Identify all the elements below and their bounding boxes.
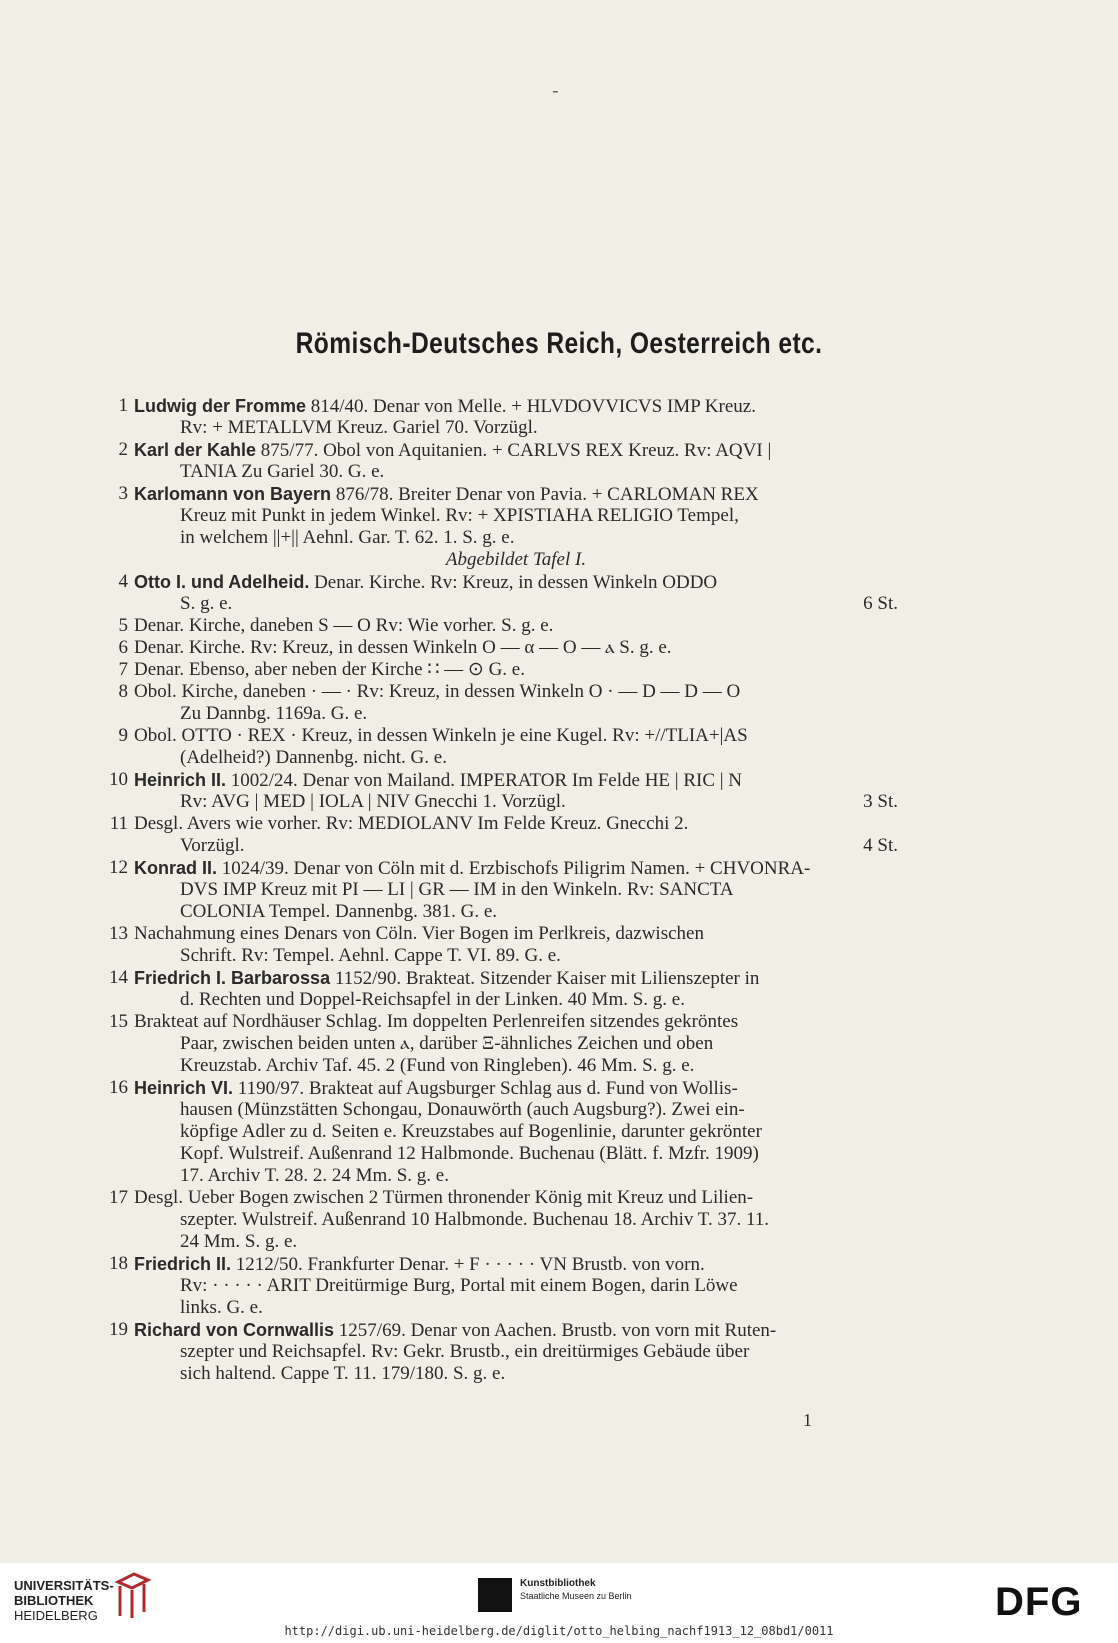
entry-text: Vorzügl. — [180, 835, 245, 856]
entry-text: TANIA Zu Gariel 30. G. e. — [180, 461, 385, 482]
entry-number: 6 — [118, 637, 128, 658]
entry-line — [134, 879, 898, 901]
ruler-name: Heinrich VI. — [134, 1078, 234, 1098]
entry-line — [134, 461, 898, 483]
entry-line — [134, 835, 898, 857]
entry-line — [134, 1297, 898, 1319]
piece-count: 4 St. — [863, 835, 898, 856]
entry-text: Denar. Ebenso, aber neben der Kirche ∷ — ⊙ G. e. — [134, 659, 525, 680]
entry-text: 17. Archiv T. 28. 2. 24 Mm. S. g. e. — [180, 1165, 449, 1186]
entry-body — [134, 923, 898, 967]
ruler-name: Heinrich II. — [134, 770, 227, 790]
ub-line-3: HEIDELBERG — [14, 1608, 98, 1623]
entry-number: 14 — [109, 967, 128, 988]
entry-number: 13 — [109, 923, 128, 944]
entry-line — [134, 593, 898, 615]
entry-text: köpfige Adler zu d. Seiten e. Kreuzstabes auf Bogenlinie, darunter gekrönter — [180, 1121, 762, 1142]
entry-text: in welchem ||+|| Aehnl. Gar. T. 62. 1. S. g. e. — [180, 527, 515, 548]
entry-text: Desgl. Ueber Bogen zwischen 2 Türmen thronender König mit Kreuz und Lilien- — [134, 1187, 754, 1208]
entry-text: Denar. Kirche, daneben S — O Rv: Wie vorher. S. g. e. — [134, 615, 554, 636]
entry-line — [134, 901, 898, 923]
entry-line — [134, 923, 898, 945]
entry-body — [134, 637, 898, 659]
ruler-name: Karl der Kahle — [134, 440, 257, 460]
entry-line — [134, 1077, 898, 1099]
entry-line — [134, 813, 898, 835]
page-title: Römisch-Deutsches Reich, Oesterreich etc. — [295, 327, 823, 360]
entry-line — [134, 439, 898, 461]
entry-line — [134, 703, 898, 725]
entry-body — [134, 1319, 898, 1385]
entry-text: DVS IMP Kreuz mit PI — LI | GR — IM in den Winkeln. Rv: SANCTA — [180, 879, 734, 900]
ruler-name: Konrad II. — [134, 858, 218, 878]
entry-number: 3 — [118, 483, 128, 504]
entry-line — [134, 1209, 898, 1231]
entry-line — [134, 857, 898, 879]
catalog-entry — [98, 395, 898, 439]
entry-line — [134, 1187, 898, 1209]
entry-line — [134, 1253, 898, 1275]
entry-line — [134, 1319, 898, 1341]
catalog-entry — [98, 1319, 898, 1385]
entry-line — [134, 747, 898, 769]
entry-text: szepter. Wulstreif. Außenrand 10 Halbmonde. Buchenau 18. Archiv T. 37. 11. — [180, 1209, 769, 1230]
catalog-entry — [98, 439, 898, 483]
entry-text: Rv: AVG | MED | IOLA | NIV Gnecchi 1. Vorzügl. — [180, 791, 566, 812]
ruler-name: Otto I. und Adelheid. — [134, 572, 310, 592]
entry-text: Obol. OTTO · REX · Kreuz, in dessen Winkeln je eine Kugel. Rv: +//TLIA+|AS — [134, 725, 748, 746]
source-url[interactable]: http://digi.ub.uni-heidelberg.de/diglit/otto_helbing_nachf1913_12_08bd1/0011 — [284, 1624, 834, 1638]
ub-logo-icon — [112, 1572, 152, 1620]
entry-body — [134, 769, 898, 813]
entry-number: 4 — [118, 571, 128, 592]
entry-text: Brakteat auf Nordhäuser Schlag. Im doppelten Perlenreifen sitzendes gekröntes — [134, 1011, 739, 1032]
entry-text: Nachahmung eines Denars von Cöln. Vier Bogen im Perlkreis, dazwischen — [134, 923, 704, 944]
entry-text: 876/78. Breiter Denar von Pavia. + CARLOMAN REX — [331, 484, 759, 505]
catalog-entry — [98, 857, 898, 923]
catalog-entry — [98, 571, 898, 615]
entry-number: 12 — [109, 857, 128, 878]
ub-line-2: BIBLIOTHEK — [14, 1593, 94, 1608]
entry-line — [134, 1121, 898, 1143]
catalog-entry — [98, 967, 898, 1011]
catalog-entry — [98, 1253, 898, 1319]
entry-line — [134, 725, 898, 747]
entry-number: 11 — [109, 813, 128, 834]
entry-text: Denar. Kirche. Rv: Kreuz, in dessen Winkeln O — α — O — ⲁ S. g. e. — [134, 637, 672, 658]
entry-number: 19 — [109, 1319, 128, 1340]
entry-number: 7 — [118, 659, 128, 680]
kunstbibliothek-text[interactable] — [520, 1577, 632, 1602]
entry-text: 1212/50. Frankfurter Denar. + F · · · · · VN Brustb. von vorn. — [231, 1254, 705, 1275]
entry-line — [134, 417, 898, 439]
entry-body — [134, 1011, 898, 1077]
ruler-name: Friedrich I. Barbarossa — [134, 968, 331, 988]
kb-title: Kunstbibliothek — [520, 1578, 596, 1589]
entry-line — [134, 945, 898, 967]
page-number: 1 — [803, 1410, 812, 1430]
entry-text: Obol. Kirche, daneben · — · Rv: Kreuz, in dessen Winkeln O · — D — D — O — [134, 681, 741, 702]
entry-body — [134, 725, 898, 769]
entry-body — [134, 1077, 898, 1187]
entry-number: 16 — [109, 1077, 128, 1098]
catalog-entry — [98, 1077, 898, 1187]
entry-number: 5 — [118, 615, 128, 636]
entry-text: S. g. e. — [180, 593, 233, 614]
entry-text: szepter und Reichsapfel. Rv: Gekr. Brustb., ein dreitürmiges Gebäude über — [180, 1341, 750, 1362]
entry-text: Zu Dannbg. 1169a. G. e. — [180, 703, 368, 724]
entry-line — [134, 1033, 898, 1055]
entry-line — [134, 1231, 898, 1253]
entry-text: Rv: · · · · · ARIT Dreitürmige Burg, Portal mit einem Bogen, darin Löwe — [180, 1275, 738, 1296]
entry-body — [134, 395, 898, 439]
entry-line — [134, 1143, 898, 1165]
entry-line — [134, 571, 898, 593]
entry-text: Paar, zwischen beiden unten ⲁ, darüber Ξ-ähnliches Zeichen und oben — [180, 1033, 714, 1054]
entry-line — [134, 1055, 898, 1077]
entry-line — [134, 1341, 898, 1363]
entry-text: (Adelheid?) Dannenbg. nicht. G. e. — [180, 747, 447, 768]
entry-text: 875/77. Obol von Aquitanien. + CARLVS REX Kreuz. Rv: AQVI | — [256, 440, 772, 461]
entry-text: 1002/24. Denar von Mailand. IMPERATOR Im Felde HE | RIC | N — [226, 770, 743, 791]
entry-body — [134, 615, 898, 637]
entry-line — [134, 527, 898, 549]
entry-line — [134, 1099, 898, 1121]
entry-body — [134, 1187, 898, 1253]
catalog-entry — [98, 769, 898, 813]
dfg-logo[interactable]: DFG — [995, 1580, 1083, 1624]
entry-text: 814/40. Denar von Melle. + HLVDOVVICVS IMP Kreuz. — [306, 396, 756, 417]
entry-line — [134, 791, 898, 813]
entry-body — [134, 857, 898, 923]
entry-line — [134, 1165, 898, 1187]
entry-line — [134, 1363, 898, 1385]
entry-text: sich haltend. Cappe T. 11. 179/180. S. g. e. — [180, 1363, 506, 1384]
entry-text: Kreuzstab. Archiv Taf. 45. 2 (Fund von Ringleben). 46 Mm. S. g. e. — [180, 1055, 695, 1076]
ruler-name: Karlomann von Bayern — [134, 484, 332, 504]
kunstbibliothek-logo-icon — [478, 1578, 512, 1612]
entry-number: 18 — [109, 1253, 128, 1274]
entry-text: Schrift. Rv: Tempel. Aehnl. Cappe T. VI. 89. G. e. — [180, 945, 561, 966]
entry-text: 1257/69. Denar von Aachen. Brustb. von vorn mit Ruten- — [334, 1320, 777, 1341]
entry-body — [134, 483, 898, 571]
entry-line — [134, 1275, 898, 1297]
catalog-entry — [98, 637, 898, 659]
ruler-name: Friedrich II. — [134, 1254, 232, 1274]
entry-body — [134, 1253, 898, 1319]
entry-line — [134, 1011, 898, 1033]
entry-line — [134, 967, 898, 989]
entry-line — [134, 637, 898, 659]
entry-body — [134, 813, 898, 857]
entry-text: 1024/39. Denar von Cöln mit d. Erzbischofs Piligrim Namen. + CHVONRA- — [217, 858, 811, 879]
entry-body — [134, 681, 898, 725]
entry-number: 8 — [118, 681, 128, 702]
entry-line — [134, 615, 898, 637]
entry-text: 1152/90. Brakteat. Sitzender Kaiser mit Lilienszepter in — [330, 968, 760, 989]
ub-line-1: UNIVERSITÄTS- — [14, 1578, 114, 1593]
entry-text: d. Rechten und Doppel-Reichsapfel in der Linken. 40 Mm. S. g. e. — [180, 989, 685, 1010]
entry-line — [134, 505, 898, 527]
entry-text: Kreuz mit Punkt in jedem Winkel. Rv: + XPISTIAHA RELIGIO Tempel, — [180, 505, 739, 526]
entry-line — [134, 659, 898, 681]
entry-text: links. G. e. — [180, 1297, 263, 1318]
ruler-name: Ludwig der Fromme — [134, 396, 307, 416]
catalog-entries — [98, 395, 898, 1385]
catalog-entry — [98, 1187, 898, 1253]
entry-line — [134, 681, 898, 703]
entry-line — [134, 483, 898, 505]
entry-body — [134, 439, 898, 483]
catalog-entry — [98, 1011, 898, 1077]
ub-heidelberg-logo-text[interactable] — [14, 1578, 114, 1623]
entry-text: Rv: + METALLVM Kreuz. Gariel 70. Vorzügl. — [180, 417, 538, 438]
ruler-name: Richard von Cornwallis — [134, 1320, 335, 1340]
entry-text: 24 Mm. S. g. e. — [180, 1231, 298, 1252]
entry-line — [134, 395, 898, 417]
catalog-entry — [98, 659, 898, 681]
entry-number: 15 — [109, 1011, 128, 1032]
entry-number: 17 — [109, 1187, 128, 1208]
entry-line — [134, 769, 898, 791]
kb-subtitle: Staatliche Museen zu Berlin — [520, 1591, 632, 1601]
entry-text: 1190/97. Brakteat auf Augsburger Schlag aus d. Fund von Wollis- — [233, 1078, 738, 1099]
entry-body — [134, 967, 898, 1011]
catalog-entry — [98, 813, 898, 857]
entry-body — [134, 571, 898, 615]
entry-number: 2 — [118, 439, 128, 460]
entry-text: Kopf. Wulstreif. Außenrand 12 Halbmonde. Buchenau (Blätt. f. Mzfr. 1909) — [180, 1143, 759, 1164]
entry-text: Denar. Kirche. Rv: Kreuz, in dessen Winkeln ODDO — [309, 572, 718, 593]
catalog-entry — [98, 725, 898, 769]
entry-text: Desgl. Avers wie vorher. Rv: MEDIOLANV Im Felde Kreuz. Gnecchi 2. — [134, 813, 689, 834]
piece-count: 3 St. — [863, 791, 898, 812]
catalog-entry — [98, 923, 898, 967]
entry-number: 9 — [118, 725, 128, 746]
entry-line — [134, 989, 898, 1011]
entry-number: 1 — [118, 395, 128, 416]
plate-note: Abgebildet Tafel I. — [445, 549, 587, 570]
catalog-entry — [98, 483, 898, 571]
entry-body — [134, 659, 898, 681]
page-dash: - — [552, 78, 559, 102]
entry-text: hausen (Münzstätten Schongau, Donauwörth (auch Augsburg?). Zwei ein- — [180, 1099, 745, 1120]
catalog-entry — [98, 615, 898, 637]
catalog-entry — [98, 681, 898, 725]
entry-number: 10 — [109, 769, 128, 790]
entry-text: COLONIA Tempel. Dannenbg. 381. G. e. — [180, 901, 498, 922]
piece-count: 6 St. — [863, 593, 898, 614]
